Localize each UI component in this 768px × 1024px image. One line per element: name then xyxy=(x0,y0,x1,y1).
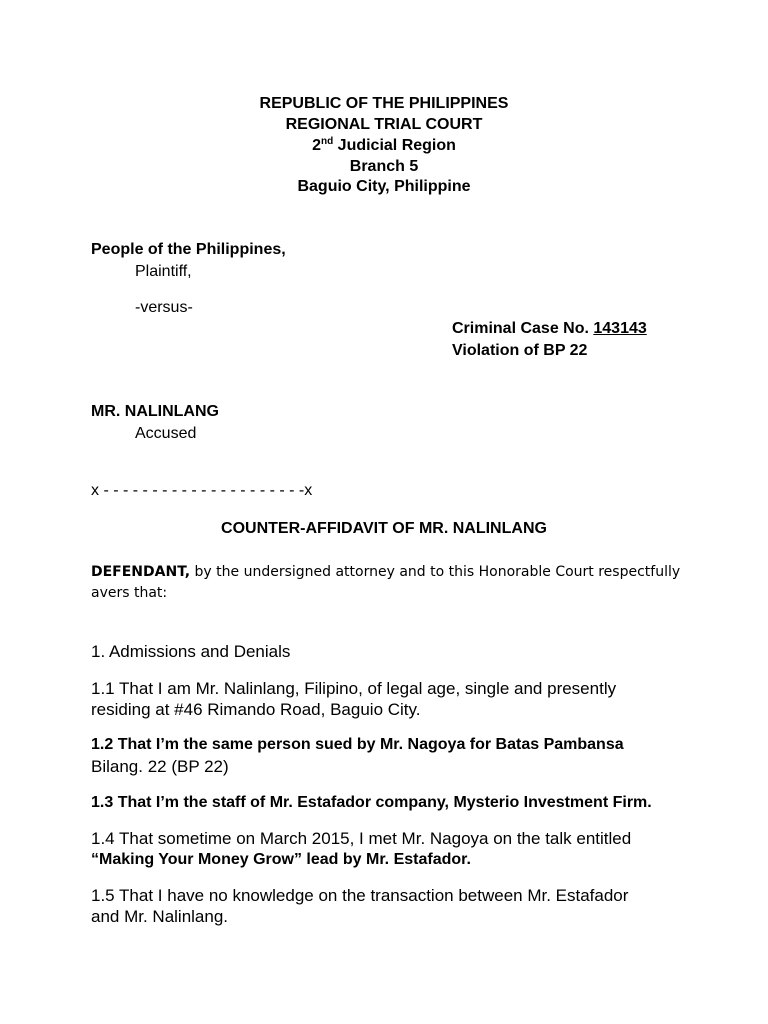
court-header-republic: REPUBLIC OF THE PHILIPPINES xyxy=(259,95,509,112)
para-1-2-line-2: Bilang. 22 (BP 22) xyxy=(91,757,229,776)
region-ordinal: nd xyxy=(321,136,334,147)
court-header-city: Baguio City, Philippine xyxy=(297,178,471,195)
para-1-5-line-1: 1.5 That I have no knowledge on the transaction between Mr. Estafador xyxy=(91,886,629,905)
para-1-1-line-2: residing at #46 Rimando Road, Baguio City. xyxy=(91,700,421,719)
region-number: 2 xyxy=(312,137,321,154)
plaintiff-role: Plaintiff, xyxy=(135,263,192,280)
para-1-1-line-1: 1.1 That I am Mr. Nalinlang, Filipino, of legal age, single and presently xyxy=(91,679,617,698)
intro-line-1 xyxy=(91,562,680,583)
intro-lead: DEFENDANT, xyxy=(91,564,191,580)
intro-text: by the undersigned attorney and to this Honorable Court respectfully xyxy=(190,564,681,580)
case-number-line xyxy=(452,319,647,339)
document-title: COUNTER-AFFIDAVIT OF MR. NALINLANG xyxy=(221,520,547,537)
case-label: Criminal Case No. xyxy=(452,320,594,337)
intro-line-2: avers that: xyxy=(91,585,168,601)
court-header-region xyxy=(0,136,768,156)
accused-role: Accused xyxy=(135,425,197,442)
para-1-5-line-2: and Mr. Nalinlang. xyxy=(91,907,229,926)
section-1-heading: 1. Admissions and Denials xyxy=(91,642,291,661)
accused-name: MR. NALINLANG xyxy=(91,403,219,420)
violation-text: Violation of BP 22 xyxy=(452,342,588,359)
plaintiff-name: People of the Philippines, xyxy=(91,241,286,258)
para-1-4-line-2: “Making Your Money Grow” lead by Mr. Estafador. xyxy=(91,851,471,868)
versus-text: -versus- xyxy=(135,299,193,316)
court-header-branch: Branch 5 xyxy=(349,158,419,175)
para-1-2-line-1: 1.2 That I’m the same person sued by Mr. Nagoya for Batas Pambansa xyxy=(91,736,624,753)
case-number: 143143 xyxy=(593,320,647,337)
para-1-3: 1.3 That I’m the staff of Mr. Estafador company, Mysterio Investment Firm. xyxy=(91,794,652,811)
region-text: Judicial Region xyxy=(333,137,456,154)
caption-separator: x - - - - - - - - - - - - - - - - - - - - -x xyxy=(91,482,313,499)
court-header-rtc: REGIONAL TRIAL COURT xyxy=(285,116,483,133)
para-1-4-line-1: 1.4 That sometime on March 2015, I met Mr. Nagoya on the talk entitled xyxy=(91,829,632,848)
